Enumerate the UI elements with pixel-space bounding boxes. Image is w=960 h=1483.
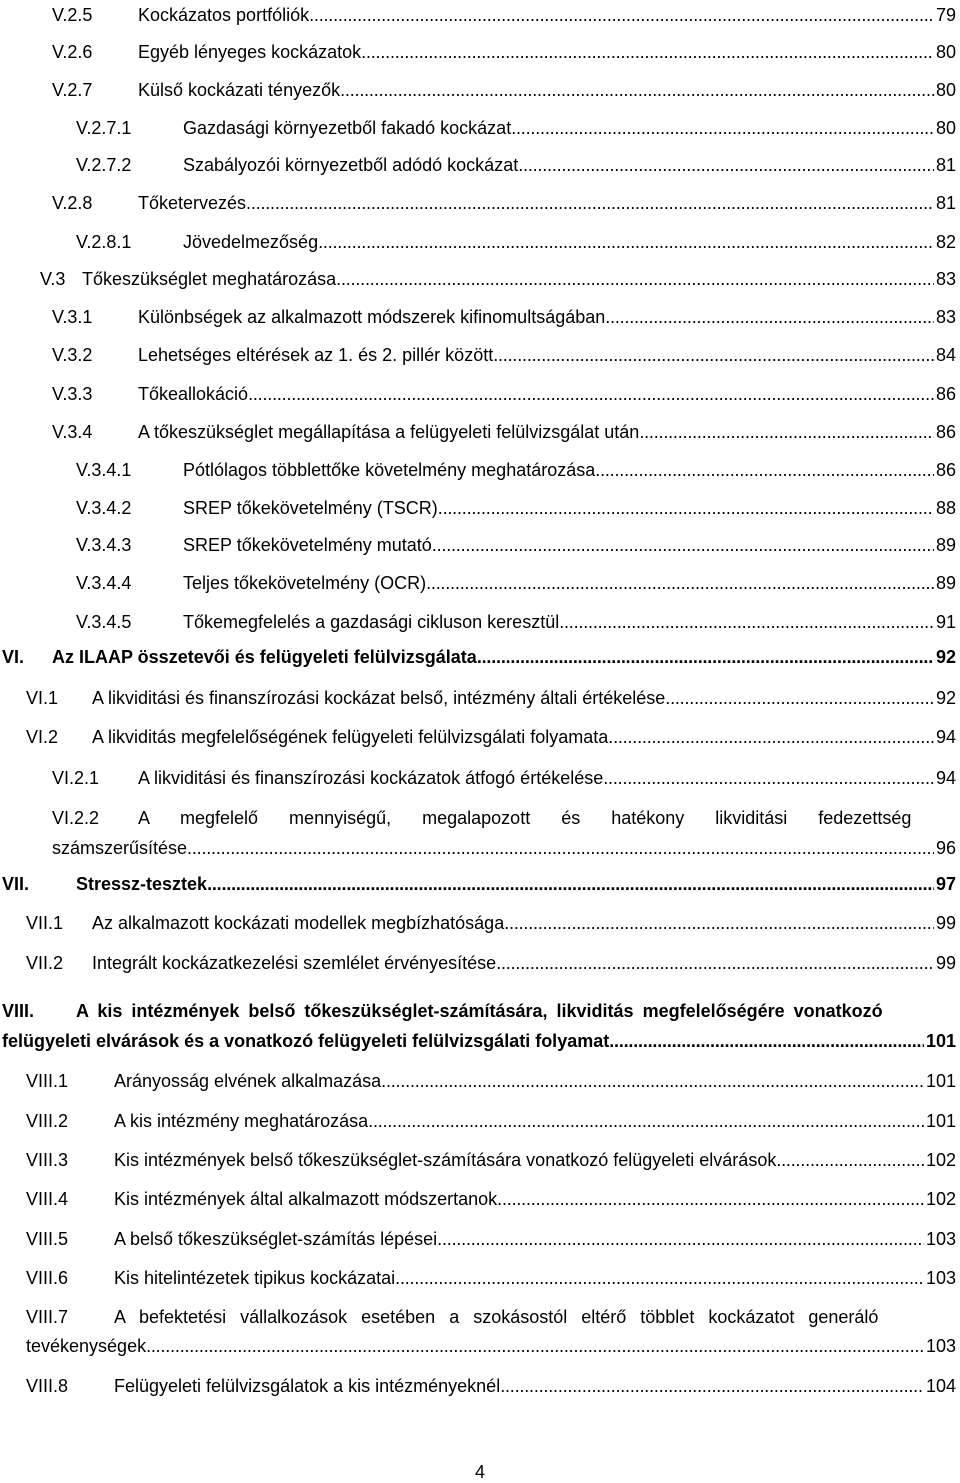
toc-page: 103 (925, 1336, 956, 1356)
toc-title: A kis intézmény meghatározása (114, 1111, 369, 1131)
toc-page: 81 (935, 155, 956, 175)
toc-entry[interactable] (26, 726, 956, 758)
toc-entry[interactable] (2, 1000, 956, 1060)
toc-title: Az ILAAP összetevői és felügyeleti felülvizsgálata (52, 647, 477, 667)
toc-number: VIII.2 (26, 1111, 69, 1131)
toc-number: VIII.4 (26, 1189, 69, 1209)
toc-title: Kockázatos portfóliók (138, 5, 310, 25)
toc-page: 101 (925, 1111, 956, 1131)
toc-entry[interactable] (76, 534, 956, 566)
toc-number: VII. (2, 874, 30, 894)
toc-entry[interactable] (26, 1267, 956, 1299)
toc-entry[interactable] (26, 1228, 956, 1260)
toc-number: V.3.1 (52, 307, 93, 327)
toc-leader (511, 117, 934, 139)
toc-leader (500, 1375, 924, 1397)
toc-page: 88 (935, 498, 956, 518)
toc-entry[interactable] (2, 646, 956, 678)
toc-entry[interactable] (52, 421, 956, 453)
toc-page: 86 (935, 460, 956, 480)
toc-number: V.3.3 (52, 384, 93, 404)
toc-number: V.2.8 (52, 193, 93, 213)
toc-number: V.3.4.5 (76, 612, 132, 632)
toc-title-line2: számszerűsítése (52, 838, 188, 858)
toc-number: VIII.5 (26, 1229, 69, 1249)
toc-entry[interactable] (26, 912, 956, 944)
toc-title: Külső kockázati tényezők (138, 80, 341, 100)
toc-entry[interactable] (76, 497, 956, 529)
toc-title: A likviditási és finanszírozási kockázat belső, intézmény általi értékelése (92, 688, 666, 708)
toc-page: 94 (935, 727, 956, 747)
toc-title: A likviditási és finanszírozási kockázatok átfogó értékelése (138, 768, 604, 788)
toc-page: 86 (935, 422, 956, 442)
toc-title: Felügyeleti felülvizsgálatok a kis intézményeknél (114, 1376, 501, 1396)
toc-leader (518, 154, 934, 176)
toc-title-line1: A megfelelő mennyiségű, megalapozott és hatékony likviditási fedezettség (138, 808, 912, 828)
toc-leader (309, 4, 934, 26)
toc-leader (603, 767, 934, 789)
toc-entry[interactable] (26, 1149, 956, 1181)
toc-number: V.3 (40, 269, 66, 289)
toc-leader (496, 952, 934, 974)
toc-entry[interactable] (76, 611, 956, 643)
toc-page: 94 (935, 768, 956, 788)
toc-leader (438, 497, 934, 519)
toc-leader (248, 383, 934, 405)
toc-title: Teljes tőkekövetelmény (OCR) (183, 573, 427, 593)
toc-number: VIII.3 (26, 1150, 69, 1170)
toc-title: Arányosság elvének alkalmazása (114, 1071, 382, 1091)
toc-entry[interactable] (26, 687, 956, 719)
toc-number: V.2.6 (52, 42, 93, 62)
toc-page: 104 (925, 1376, 956, 1396)
toc-entry[interactable] (52, 306, 956, 338)
toc-page: 102 (925, 1150, 956, 1170)
toc-entry[interactable] (26, 1110, 956, 1142)
toc-page: 83 (935, 307, 956, 327)
toc-entry[interactable] (76, 154, 956, 186)
toc-entry[interactable] (52, 344, 956, 376)
toc-title: Különbségek az alkalmazott módszerek kifinomultságában (138, 307, 606, 327)
toc-entry[interactable] (52, 807, 956, 867)
toc-page: 83 (935, 269, 956, 289)
toc-page: 99 (935, 953, 956, 973)
toc-number: V.2.7.2 (76, 155, 132, 175)
toc-title: Tőkeszükséglet meghatározása (82, 269, 337, 289)
toc-title: Stressz-tesztek (76, 874, 208, 894)
toc-page: 91 (935, 612, 956, 632)
toc-title: Kis hitelintézetek tipikus kockázatai (114, 1268, 396, 1288)
toc-number: VII.2 (26, 953, 64, 973)
toc-title-line2: felügyeleti elvárások és a vonatkozó felügyeleti felülvizsgálati folyamat (2, 1031, 610, 1051)
toc-title: Gazdasági környezetből fakadó kockázat (183, 118, 512, 138)
toc-leader (504, 912, 934, 934)
toc-title: Integrált kockázatkezelési szemlélet érvényesítése (92, 953, 497, 973)
toc-number: V.3.4.3 (76, 535, 132, 555)
toc-entry[interactable] (52, 383, 956, 415)
toc-entry[interactable] (26, 1188, 956, 1220)
toc-entry[interactable] (26, 1375, 956, 1407)
toc-entry[interactable] (52, 41, 956, 73)
toc-page: 102 (925, 1189, 956, 1209)
toc-number: VIII.1 (26, 1071, 69, 1091)
toc-entry[interactable] (52, 79, 956, 111)
toc-entry[interactable] (76, 231, 956, 263)
toc-leader (437, 1228, 924, 1250)
toc-number: V.3.4.2 (76, 498, 132, 518)
toc-leader (381, 1070, 924, 1092)
toc-number: VIII.8 (26, 1376, 69, 1396)
toc-title: Pótlólagos többlettőke követelmény meghatározása (183, 460, 596, 480)
toc-page: 82 (935, 232, 956, 252)
toc-page: 80 (935, 80, 956, 100)
toc-leader (207, 873, 934, 895)
toc-title-line1: A kis intézmények belső tőkeszükséglet-számítására, likviditás megfelelőségére vonatkozó (76, 1001, 883, 1021)
toc-title: Az alkalmazott kockázati modellek megbízhatósága (92, 913, 505, 933)
toc-entry[interactable] (76, 117, 956, 149)
toc-page: 103 (925, 1229, 956, 1249)
toc-leader (395, 1267, 924, 1289)
toc-entry[interactable] (40, 268, 956, 300)
toc-title: Jövedelmezőség (183, 232, 319, 252)
toc-title: Tőketervezés (138, 193, 247, 213)
toc-page: 81 (935, 193, 956, 213)
toc-title-line1: A befektetési vállalkozások esetében a szokásostól eltérő többlet kockázatot generáló (114, 1307, 879, 1327)
toc-leader (336, 268, 934, 290)
toc-leader (497, 1188, 924, 1210)
toc-title: Lehetséges eltérések az 1. és 2. pillér között (138, 345, 494, 365)
toc-leader (187, 837, 934, 859)
toc-leader (340, 79, 934, 101)
toc-title: SREP tőkekövetelmény mutató (183, 535, 432, 555)
toc-leader (595, 459, 934, 481)
toc-number: V.2.5 (52, 5, 93, 25)
toc-entry[interactable] (26, 952, 956, 984)
toc-number: VI.2.2 (52, 808, 100, 828)
toc-entry[interactable] (52, 767, 956, 799)
toc-title: SREP tőkekövetelmény (TSCR) (183, 498, 438, 518)
toc-leader (246, 192, 934, 214)
toc-page: 80 (935, 118, 956, 138)
toc-number: VI.2 (26, 727, 59, 747)
toc-leader (559, 611, 934, 633)
toc-number: VIII.6 (26, 1268, 69, 1288)
toc-number: VIII.7 (26, 1307, 69, 1327)
toc-page: 84 (935, 345, 956, 365)
toc-leader (665, 687, 934, 709)
toc-page: 101 (925, 1031, 956, 1051)
toc-leader (639, 421, 934, 443)
toc-page: 86 (935, 384, 956, 404)
toc-number: VI.1 (26, 688, 59, 708)
toc-number: VI.2.1 (52, 768, 100, 788)
toc-title: Tőkemegfelelés a gazdasági cikluson keresztül (183, 612, 560, 632)
toc-page: 92 (935, 647, 956, 667)
toc-leader (609, 1030, 924, 1052)
page-number: 4 (474, 1462, 485, 1482)
toc-leader (368, 1110, 924, 1132)
toc-leader (493, 344, 934, 366)
toc-entry[interactable] (52, 192, 956, 224)
toc-title: A tőkeszükséglet megállapítása a felügyeleti felülvizsgálat után (138, 422, 640, 442)
toc-number: V.3.4.4 (76, 573, 132, 593)
toc-page: 103 (925, 1268, 956, 1288)
toc-number: V.2.7.1 (76, 118, 132, 138)
toc-page: 89 (935, 535, 956, 555)
toc-title: A likviditás megfelelőségének felügyeleti felülvizsgálati folyamata (92, 727, 609, 747)
toc-entry[interactable] (26, 1306, 956, 1366)
toc-number: VII.1 (26, 913, 64, 933)
toc-leader (776, 1149, 924, 1171)
toc-entry[interactable] (26, 1070, 956, 1102)
toc-page: 97 (935, 874, 956, 894)
toc-leader (426, 572, 934, 594)
toc-title: Kis intézmények által alkalmazott módszertanok (114, 1189, 498, 1209)
toc-number: V.2.7 (52, 80, 93, 100)
toc-title-line2: tevékenységek (26, 1336, 147, 1356)
toc-page: 92 (935, 688, 956, 708)
toc-leader (605, 306, 934, 328)
toc-entry[interactable] (2, 873, 956, 905)
toc-number: V.3.4 (52, 422, 93, 442)
toc-title: A belső tőkeszükséglet-számítás lépései (114, 1229, 438, 1249)
toc-number: V.3.4.1 (76, 460, 132, 480)
toc-number: VI. (2, 647, 25, 667)
toc-title: Kis intézmények belső tőkeszükséglet-számítására vonatkozó felügyeleti elvárások (114, 1150, 777, 1170)
toc-page: 99 (935, 913, 956, 933)
toc-page: 101 (925, 1071, 956, 1091)
toc-entry[interactable] (52, 4, 956, 36)
toc-title: Tőkeallokáció (138, 384, 249, 404)
toc-entry[interactable] (76, 572, 956, 604)
toc-number: V.2.8.1 (76, 232, 132, 252)
toc-leader (608, 726, 934, 748)
toc-leader (361, 41, 934, 63)
toc-leader (146, 1335, 924, 1357)
toc-page: 96 (935, 838, 956, 858)
toc-page: 79 (935, 5, 956, 25)
toc-title: Szabályozói környezetből adódó kockázat (183, 155, 519, 175)
toc-leader (477, 646, 934, 668)
toc-leader (318, 231, 934, 253)
toc-page: 80 (935, 42, 956, 62)
toc-title: Egyéb lényeges kockázatok (138, 42, 362, 62)
toc-number: VIII. (2, 1001, 35, 1021)
toc-page: 89 (935, 573, 956, 593)
toc-number: V.3.2 (52, 345, 93, 365)
toc-entry[interactable] (76, 459, 956, 491)
toc-leader (432, 534, 934, 556)
